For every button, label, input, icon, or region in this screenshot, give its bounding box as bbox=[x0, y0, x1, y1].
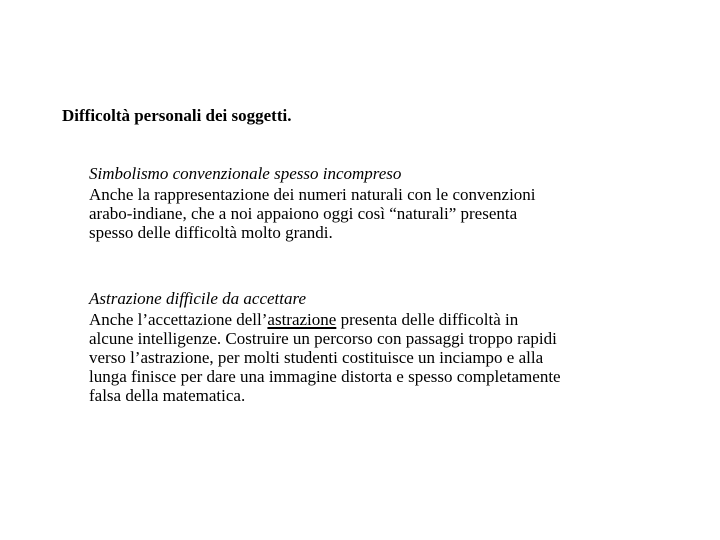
paragraph-line: Anche la rappresentazione dei numeri naturali con le convenzioni bbox=[89, 185, 536, 204]
astrazione-link[interactable]: astrazione bbox=[267, 310, 337, 329]
slide-title: Difficoltà personali dei soggetti. bbox=[62, 106, 292, 125]
paragraph-line: verso l’astrazione, per molti studenti costituisce un inciampo e alla bbox=[89, 348, 544, 367]
section-astrazione bbox=[89, 289, 689, 405]
paragraph-line: lunga finisce per dare una immagine distorta e spesso completamente bbox=[89, 367, 561, 386]
section-heading: Astrazione difficile da accettare bbox=[89, 289, 307, 308]
line-text: Anche l’accettazione dell’ bbox=[89, 310, 268, 329]
paragraph-line: arabo-indiane, che a noi appaiono oggi così “naturali” presenta bbox=[89, 204, 518, 223]
section-heading: Simbolismo convenzionale spesso incompreso bbox=[89, 164, 402, 183]
paragraph-line bbox=[89, 310, 689, 329]
line-text: presenta delle difficoltà in bbox=[336, 310, 519, 329]
paragraph-line: spesso delle difficoltà molto grandi. bbox=[89, 223, 333, 242]
paragraph-line: falsa della matematica. bbox=[89, 386, 246, 405]
paragraph-line: alcune intelligenze. Costruire un percorso con passaggi troppo rapidi bbox=[89, 329, 557, 348]
section-simbolismo bbox=[89, 164, 689, 242]
